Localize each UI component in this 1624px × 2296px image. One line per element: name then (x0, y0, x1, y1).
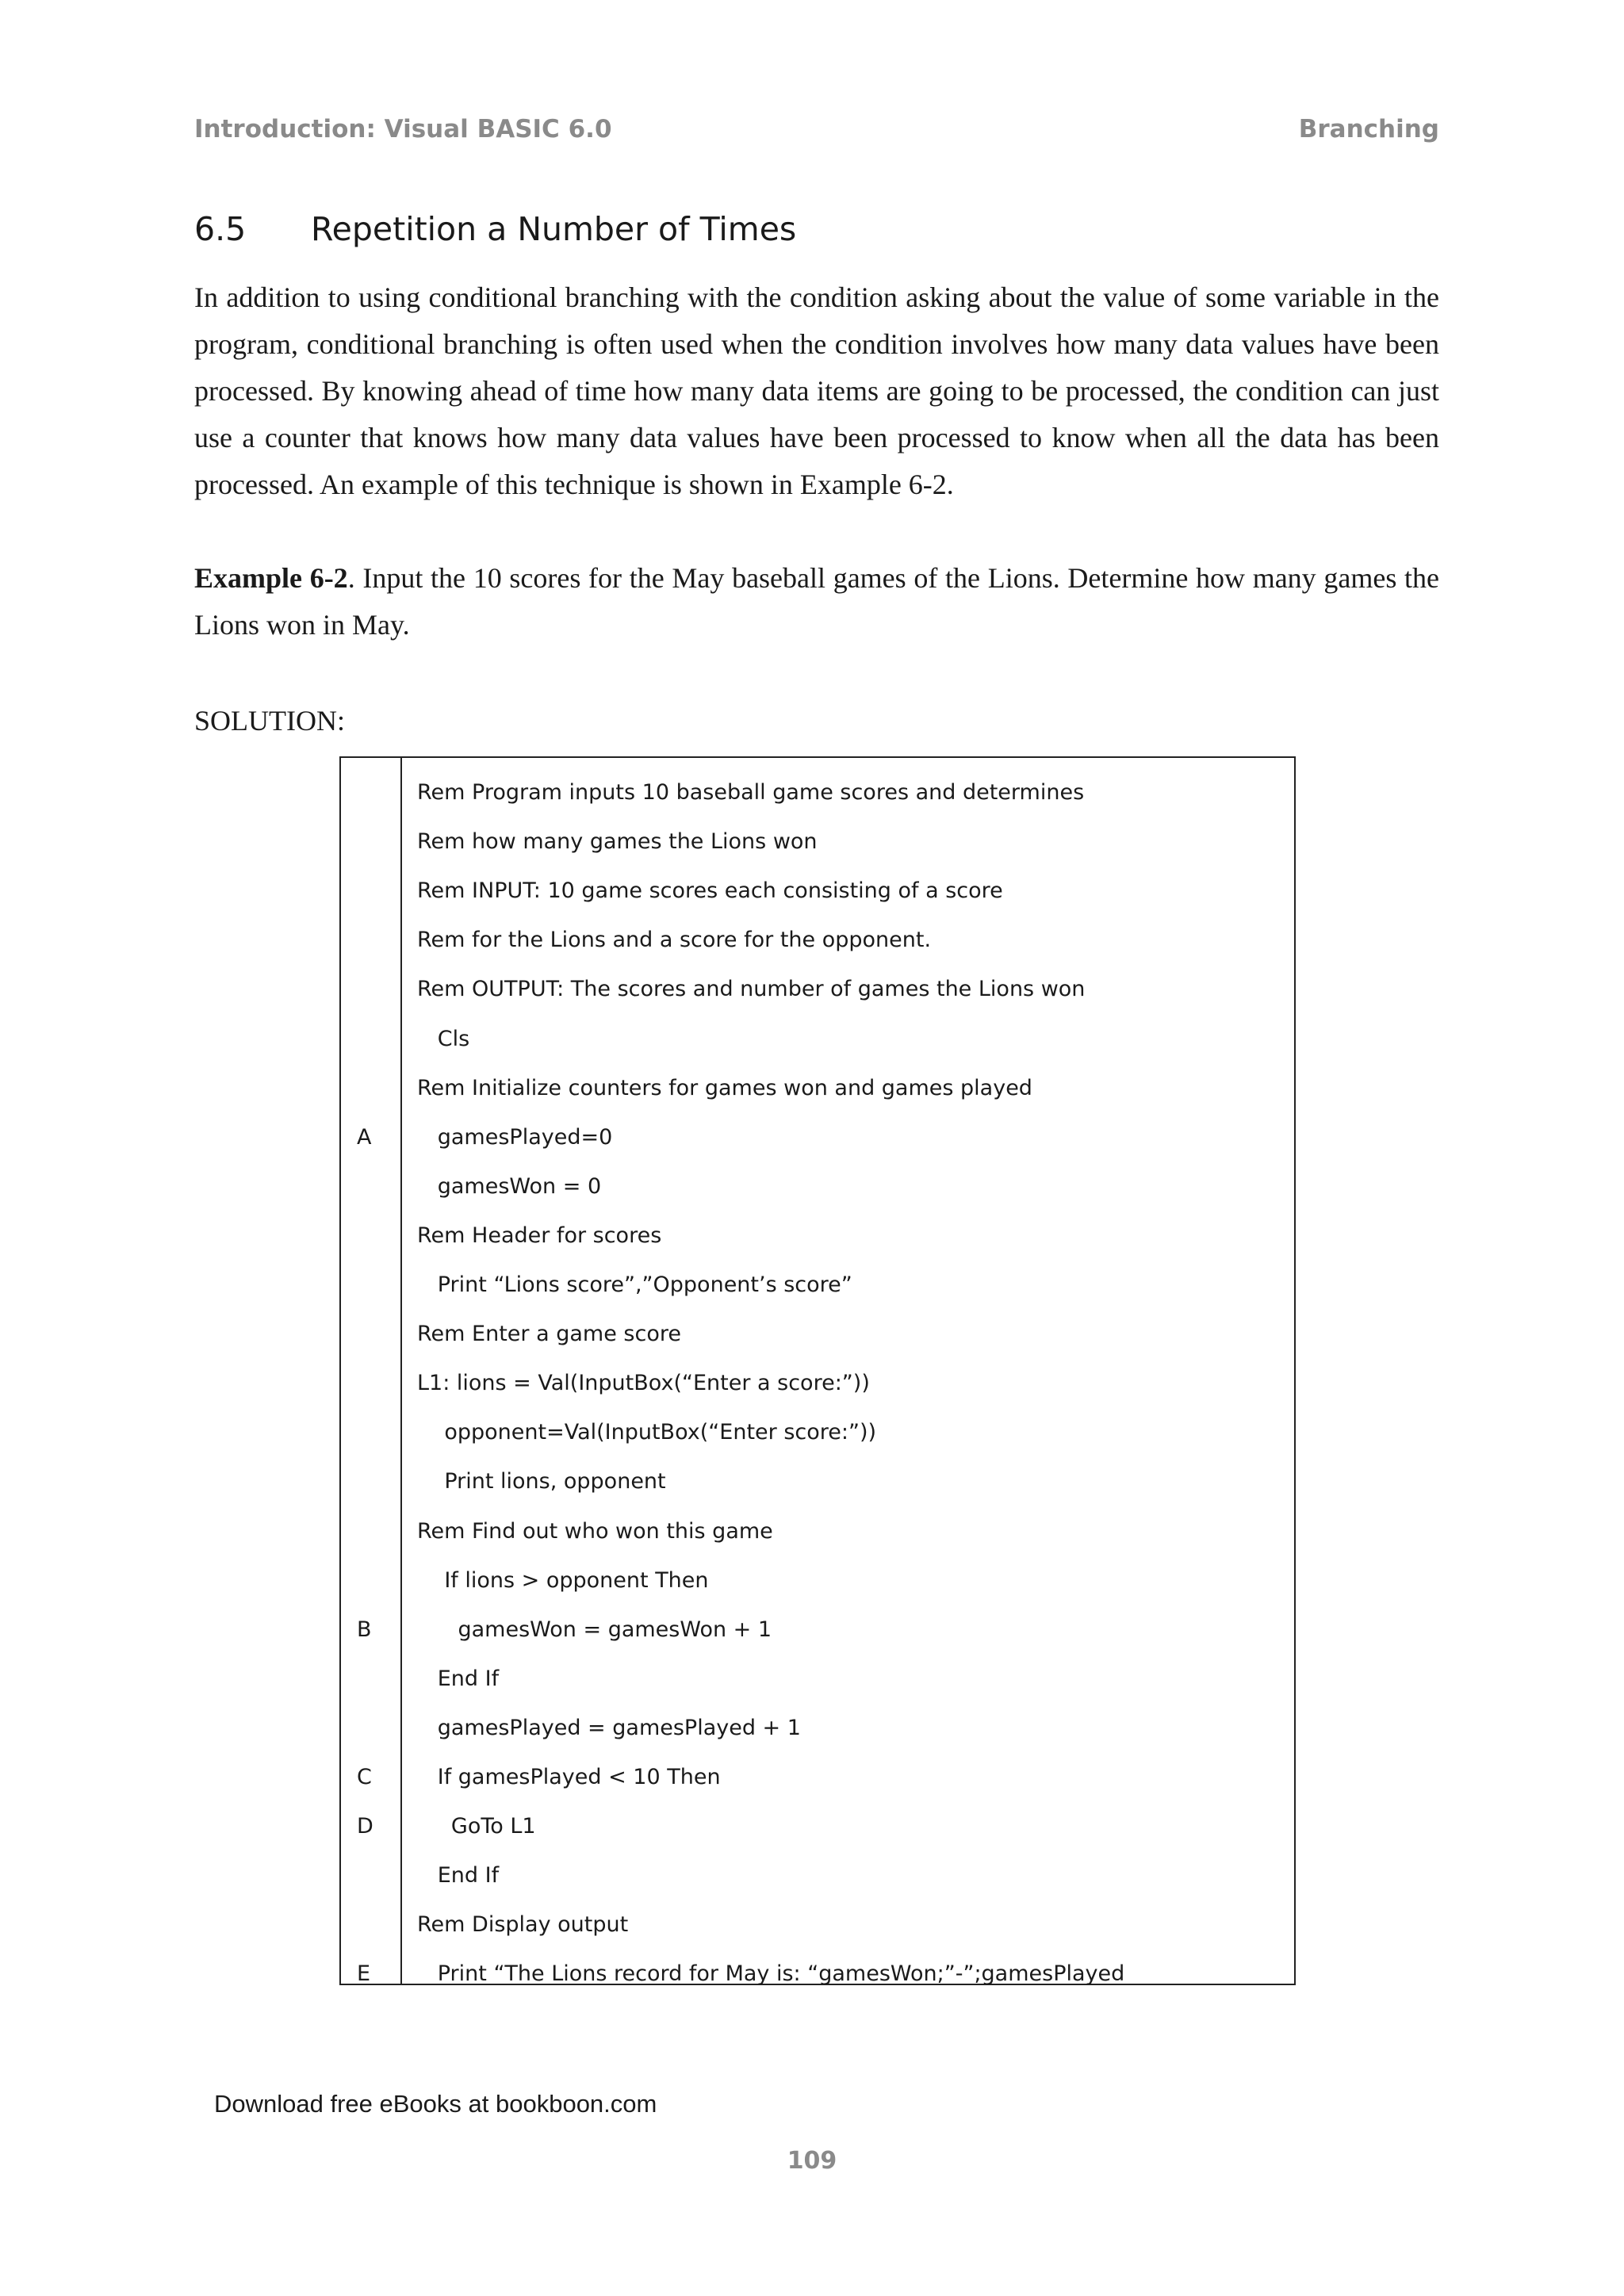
code-listing (339, 756, 1296, 1985)
code-line (341, 1614, 1294, 1646)
code-line (341, 1073, 1294, 1104)
code-line (341, 777, 1294, 809)
code-line (341, 1762, 1294, 1793)
code-line-text: Rem Find out who won this game (417, 1518, 773, 1544)
code-line-text: Cls (417, 1026, 470, 1051)
code-line-text: Rem OUTPUT: The scores and number of games the Lions won (417, 977, 1086, 1002)
code-line (341, 1417, 1294, 1448)
code-line (341, 1318, 1294, 1350)
code-line (341, 1466, 1294, 1498)
code-line-text: Rem for the Lions and a score for the opponent. (417, 928, 932, 953)
code-line-text: Print lions, opponent (417, 1469, 666, 1494)
code-line-text: gamesPlayed=0 (417, 1124, 613, 1150)
code-line-text: Print “Lions score”,”Opponent’s score” (417, 1272, 852, 1297)
intro-paragraph: In addition to using conditional branching with the condition asking about the value of some variable in the program, conditional branching is often used when the condition involves how many data values have been processed. By knowing ahead of time how many data items are going to be processed, the condition can just use a counter that knows how many data values have been processed to know when all the data has been processed. An example of this technique is shown in Example 6-2. (194, 281, 1439, 500)
code-line-text: Rem Header for scores (417, 1223, 662, 1248)
example-paragraph (194, 555, 1439, 649)
code-line (341, 1122, 1294, 1154)
code-line-text: Rem Display output (417, 1912, 629, 1938)
code-line-text: Print “The Lions record for May is: “gamesWon;”-”;gamesPlayed (417, 1961, 1125, 1987)
code-line (341, 1909, 1294, 1941)
code-line-marker: A (357, 1124, 372, 1150)
code-line (341, 1712, 1294, 1744)
header-book-title: Introduction: Visual BASIC 6.0 (194, 115, 612, 144)
code-line (341, 974, 1294, 1005)
code-line-marker: B (357, 1617, 372, 1642)
code-line (341, 1663, 1294, 1695)
code-line (341, 1565, 1294, 1597)
code-line-marker: E (357, 1961, 371, 1987)
code-line-text: Rem Program inputs 10 baseball game scores and determines (417, 780, 1085, 805)
code-line (341, 826, 1294, 858)
code-line-text: If gamesPlayed < 10 Then (417, 1765, 721, 1789)
code-line (341, 1171, 1294, 1203)
code-line (341, 1811, 1294, 1843)
running-header (194, 115, 1439, 144)
code-line-text: Rem INPUT: 10 game scores each consisting of a score (417, 878, 1003, 904)
code-line-text: gamesWon = gamesWon + 1 (417, 1617, 772, 1642)
code-line (341, 1220, 1294, 1252)
code-line (341, 924, 1294, 956)
section-number: 6.5 (194, 210, 247, 248)
header-chapter-title: Branching (1298, 115, 1439, 144)
code-line-text: Rem Enter a game score (417, 1322, 681, 1347)
code-line (341, 1516, 1294, 1548)
code-line-marker: C (357, 1765, 372, 1789)
code-line-text: GoTo L1 (417, 1814, 536, 1839)
code-line (341, 1958, 1294, 1990)
page-number: 109 (787, 2147, 837, 2175)
code-line-text: L1: lions = Val(InputBox(“Enter a score:”)) (417, 1371, 870, 1396)
code-line-text: opponent=Val(InputBox(“Enter score:”)) (417, 1420, 877, 1445)
code-line-marker: D (357, 1814, 373, 1839)
section-heading (194, 210, 796, 248)
code-line (341, 1024, 1294, 1055)
solution-label: SOLUTION: (194, 705, 345, 737)
code-line-text: End If (417, 1666, 500, 1691)
code-line-text: Rem Initialize counters for games won and games played (417, 1075, 1032, 1100)
code-line-text: Rem how many games the Lions won (417, 829, 818, 855)
code-line (341, 1269, 1294, 1301)
example-label: Example 6-2 (194, 562, 348, 594)
code-line-text: gamesPlayed = gamesPlayed + 1 (417, 1715, 801, 1740)
code-line-text: End If (417, 1863, 500, 1888)
section-title: Repetition a Number of Times (311, 210, 797, 248)
code-line-text: If lions > opponent Then (417, 1567, 709, 1593)
example-text: . Input the 10 scores for the May baseball games of the Lions. Determine how many games the Lions won in May. (194, 562, 1439, 641)
code-line (341, 1368, 1294, 1399)
code-line (341, 875, 1294, 907)
footer-download-link[interactable]: Download free eBooks at bookboon.com (214, 2090, 657, 2118)
code-line-text: gamesWon = 0 (417, 1173, 602, 1199)
code-line (341, 1860, 1294, 1892)
